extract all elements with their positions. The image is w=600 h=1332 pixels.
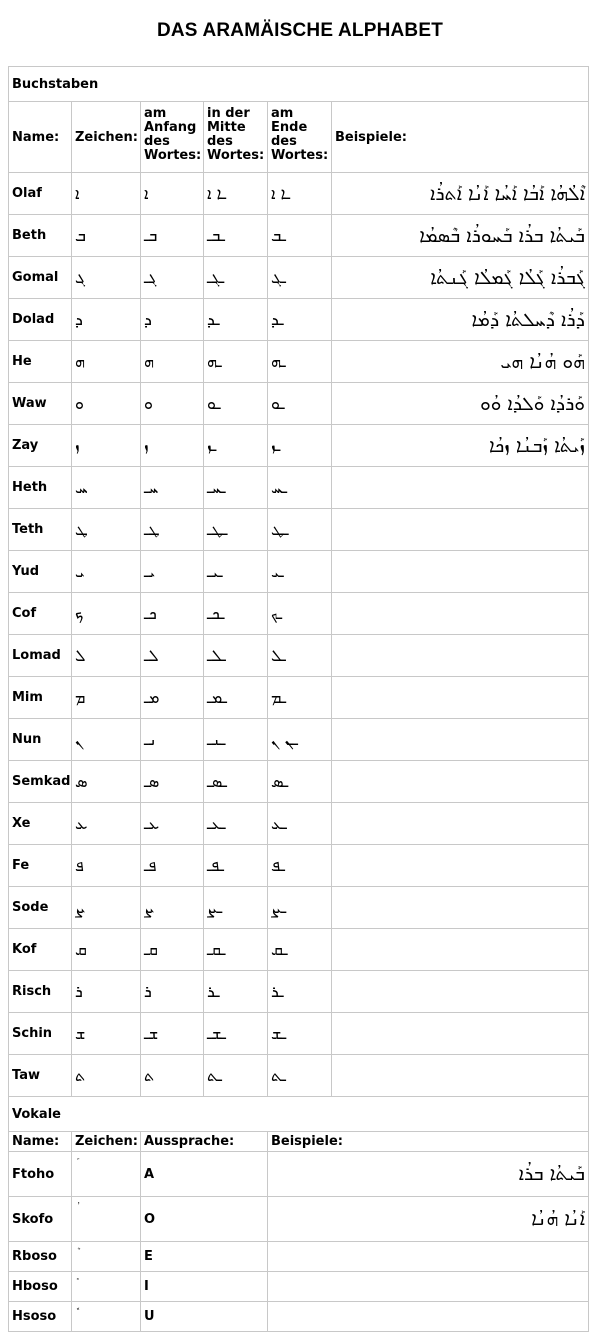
letter-examples (332, 929, 589, 971)
letter-row (9, 845, 589, 887)
letter-start-form: ܩـ (141, 929, 204, 971)
letter-row (9, 719, 589, 761)
letter-name: Risch (9, 971, 72, 1013)
vowel-row (9, 1197, 589, 1242)
vowel-sign (72, 1272, 141, 1302)
vowel-sign (72, 1197, 141, 1242)
letter-middle-form: ـܡـ (204, 677, 268, 719)
letter-row (9, 593, 589, 635)
letter-start-form: ܟـ (141, 593, 204, 635)
letter-examples (332, 761, 589, 803)
vowel-header-sign: Zeichen: (72, 1132, 141, 1152)
letter-name: Teth (9, 509, 72, 551)
letter-start-form: ܫـ (141, 1013, 204, 1055)
letter-end-form: ـܣ (268, 761, 332, 803)
vowel-name: Hboso (9, 1272, 72, 1302)
vowel-pron: U (141, 1302, 268, 1332)
letter-middle-form: ـܝـ (204, 551, 268, 593)
vowel-name: Rboso (9, 1242, 72, 1272)
letter-name: Waw (9, 383, 72, 425)
letter-row (9, 257, 589, 299)
header-start: am Anfang des Wortes: (141, 102, 204, 173)
letter-start-form: ܐ (141, 173, 204, 215)
letter-sign: ܦ (72, 845, 141, 887)
letter-sign: ܡ (72, 677, 141, 719)
letter-sign: ܠ (72, 635, 141, 677)
letter-name: Sode (9, 887, 72, 929)
letter-start-form: ܬ (141, 1055, 204, 1097)
alphabet-table (8, 66, 589, 1332)
vowel-pron: O (141, 1197, 268, 1242)
letter-end-form: ـܗ (268, 341, 332, 383)
letter-row (9, 467, 589, 509)
vowel-name: Ftoho (9, 1152, 72, 1197)
letter-examples (332, 1055, 589, 1097)
letter-sign: ܛ (72, 509, 141, 551)
letter-name: Nun (9, 719, 72, 761)
letter-name: Mim (9, 677, 72, 719)
letter-examples: ܐܶܠܳܗܳܐ ܐܰܒܳܐ ܐܰܚܳܐ ܐܰܢܳܐ ܐܰܬܪܳܐ (332, 173, 589, 215)
letter-examples: ܒܰܝܬܳܐ ܒܪܳܐ ܒܰܚܘܪܳܐ ܒܶܣܡܳܐ (332, 215, 589, 257)
letter-sign: ܫ (72, 1013, 141, 1055)
letter-start-form: ܒـ (141, 215, 204, 257)
letter-end-form: ـܟ (268, 593, 332, 635)
letter-middle-form: ـܦـ (204, 845, 268, 887)
letter-end-form: ـܥ (268, 803, 332, 845)
letter-examples: ܗܰܘ ܗܳܢܳܐ ܗܝ (332, 341, 589, 383)
letter-name: He (9, 341, 72, 383)
vowel-row (9, 1242, 589, 1272)
letter-middle-form: ـܫـ (204, 1013, 268, 1055)
letter-middle-form: ـܚـ (204, 467, 268, 509)
vowels-section-row (9, 1097, 589, 1132)
letter-sign: ܙ (72, 425, 141, 467)
letter-sign: ܪ (72, 971, 141, 1013)
letter-start-form: ܛـ (141, 509, 204, 551)
letter-row (9, 929, 589, 971)
vowel-pron: A (141, 1152, 268, 1197)
vowels-section-label: Vokale (9, 1097, 589, 1132)
letter-start-form: ܘ (141, 383, 204, 425)
letter-sign: ܟ (72, 593, 141, 635)
letter-start-form: ܡـ (141, 677, 204, 719)
letter-row (9, 1013, 589, 1055)
letter-examples (332, 509, 589, 551)
letter-middle-form: ـܗ (204, 341, 268, 383)
letter-sign: ܩ (72, 929, 141, 971)
letter-middle-form: ـܙ (204, 425, 268, 467)
letter-row (9, 383, 589, 425)
letter-examples: ܓܰܒܪܳܐ ܓܰܠܳܐ ܓܰܡܠܳܐ ܓܰܢܬܳܐ (332, 257, 589, 299)
letter-end-form: ـܨ (268, 887, 332, 929)
vowel-row (9, 1152, 589, 1197)
letter-sign: ܥ (72, 803, 141, 845)
vowel-examples (268, 1242, 589, 1272)
letter-row (9, 761, 589, 803)
letter-middle-form: ـܘ (204, 383, 268, 425)
letter-row (9, 1055, 589, 1097)
letter-row (9, 677, 589, 719)
vowels-header-row (9, 1132, 589, 1152)
letter-row (9, 971, 589, 1013)
letter-middle-form: ـܨ (204, 887, 268, 929)
letter-row (9, 425, 589, 467)
letter-name: Semkad (9, 761, 72, 803)
vowel-examples (268, 1272, 589, 1302)
letter-middle-form: ـܕ (204, 299, 268, 341)
letter-name: Olaf (9, 173, 72, 215)
letter-name: Kof (9, 929, 72, 971)
letter-end-form: ـܛ (268, 509, 332, 551)
letter-name: Lomad (9, 635, 72, 677)
letter-examples (332, 467, 589, 509)
vowel-header-examples: Beispiele: (268, 1132, 589, 1152)
letter-name: Fe (9, 845, 72, 887)
letter-start-form: ܢـ (141, 719, 204, 761)
letter-row (9, 551, 589, 593)
letter-end-form: ـܦ (268, 845, 332, 887)
letter-examples (332, 845, 589, 887)
vowel-sign (72, 1302, 141, 1332)
letter-name: Dolad (9, 299, 72, 341)
header-sign: Zeichen: (72, 102, 141, 173)
letter-end-form: ـܩ (268, 929, 332, 971)
letter-start-form: ܥـ (141, 803, 204, 845)
letter-name: Taw (9, 1055, 72, 1097)
vowel-row (9, 1302, 589, 1332)
letter-sign: ܘ (72, 383, 141, 425)
letter-name: Yud (9, 551, 72, 593)
letter-end-form: ـܬ (268, 1055, 332, 1097)
letter-middle-form: ـܢـ (204, 719, 268, 761)
letter-examples (332, 635, 589, 677)
letter-end-form: ـܝ (268, 551, 332, 593)
letter-middle-form: ـܓـ (204, 257, 268, 299)
letter-row (9, 341, 589, 383)
letter-sign: ܢ (72, 719, 141, 761)
vowel-pron: E (141, 1242, 268, 1272)
letter-sign: ܚ (72, 467, 141, 509)
letter-start-form: ܦـ (141, 845, 204, 887)
letter-row (9, 299, 589, 341)
letter-sign: ܗ (72, 341, 141, 383)
letter-examples: ܙܰܝܬܳܐ ܙܰܒܢܳܐ ܙܟܳܐ (332, 425, 589, 467)
letter-examples: ܕܰܪܳܐ ܕܶܚܠܬܳܐ ܕܰܡܳܐ (332, 299, 589, 341)
letter-row (9, 509, 589, 551)
letter-start-form: ܓـ (141, 257, 204, 299)
letter-middle-form: ـܐ ܐ (204, 173, 268, 215)
letter-examples (332, 719, 589, 761)
letter-name: Gomal (9, 257, 72, 299)
letter-end-form: ـܫ (268, 1013, 332, 1055)
vowel-examples (268, 1302, 589, 1332)
vowel-header-pron: Aussprache: (141, 1132, 268, 1152)
letter-start-form: ܝـ (141, 551, 204, 593)
vowel-name: Hsoso (9, 1302, 72, 1332)
letter-start-form: ܕ (141, 299, 204, 341)
letter-name: Cof (9, 593, 72, 635)
letter-name: Zay (9, 425, 72, 467)
letter-row (9, 215, 589, 257)
header-name: Name: (9, 102, 72, 173)
letter-row (9, 803, 589, 845)
letter-examples (332, 971, 589, 1013)
letter-sign: ܒ (72, 215, 141, 257)
letter-end-form: ـܙ (268, 425, 332, 467)
vowel-examples: ܒܰܝܬܳܐ ܒܪܳܐ (268, 1152, 589, 1197)
header-middle: in der Mitte des Wortes: (204, 102, 268, 173)
letter-examples (332, 1013, 589, 1055)
vowel-row (9, 1272, 589, 1302)
letter-sign: ܬ (72, 1055, 141, 1097)
letter-start-form: ܨ (141, 887, 204, 929)
letter-middle-form: ـܠـ (204, 635, 268, 677)
letter-examples (332, 677, 589, 719)
letter-sign: ܐ (72, 173, 141, 215)
letters-header-row (9, 102, 589, 173)
letter-middle-form: ـܩـ (204, 929, 268, 971)
letter-end-form: ـܢ ܢ (268, 719, 332, 761)
letter-end-form: ـܘ (268, 383, 332, 425)
letter-examples: ܘܰܪܕܳܐ ܘܰܠܕܳܐ ܘܳܘ (332, 383, 589, 425)
letter-name: Heth (9, 467, 72, 509)
vowel-name: Skofo (9, 1197, 72, 1242)
header-examples: Beispiele: (332, 102, 589, 173)
letter-examples (332, 803, 589, 845)
vowel-examples: ܐܰܢܳܐ ܗܳܢܳܐ (268, 1197, 589, 1242)
letter-end-form: ـܒ (268, 215, 332, 257)
letter-name: Beth (9, 215, 72, 257)
vowel-sign (72, 1242, 141, 1272)
letter-middle-form: ـܥـ (204, 803, 268, 845)
letter-sign: ܝ (72, 551, 141, 593)
letter-name: Xe (9, 803, 72, 845)
letter-end-form: ـܕ (268, 299, 332, 341)
letter-middle-form: ـܣـ (204, 761, 268, 803)
letter-start-form: ܚـ (141, 467, 204, 509)
letter-end-form: ـܐ ܐ (268, 173, 332, 215)
letter-examples (332, 551, 589, 593)
vowel-pron: I (141, 1272, 268, 1302)
letter-start-form: ܣـ (141, 761, 204, 803)
letter-middle-form: ـܪ (204, 971, 268, 1013)
letter-sign: ܕ (72, 299, 141, 341)
letter-row (9, 887, 589, 929)
letter-end-form: ـܡ (268, 677, 332, 719)
letter-row (9, 173, 589, 215)
letter-start-form: ܙ (141, 425, 204, 467)
page-title: DAS ARAMÄISCHE ALPHABET (156, 20, 444, 41)
letter-middle-form: ـܛـ (204, 509, 268, 551)
letter-end-form: ـܚ (268, 467, 332, 509)
letter-row (9, 635, 589, 677)
letter-examples (332, 593, 589, 635)
letter-start-form: ܗ (141, 341, 204, 383)
letter-middle-form: ـܒـ (204, 215, 268, 257)
vowel-sign (72, 1152, 141, 1197)
letter-sign: ܣ (72, 761, 141, 803)
letter-examples (332, 887, 589, 929)
letter-end-form: ـܓ (268, 257, 332, 299)
letter-middle-form: ـܬ (204, 1055, 268, 1097)
letter-end-form: ـܠ (268, 635, 332, 677)
header-end: am Ende des Wortes: (268, 102, 332, 173)
letter-sign: ܓ (72, 257, 141, 299)
letter-end-form: ـܪ (268, 971, 332, 1013)
letter-start-form: ܪ (141, 971, 204, 1013)
letters-section-label: Buchstaben (9, 67, 589, 102)
letter-start-form: ܠـ (141, 635, 204, 677)
letter-name: Schin (9, 1013, 72, 1055)
letters-section-row (9, 67, 589, 102)
letter-middle-form: ـܟـ (204, 593, 268, 635)
letter-sign: ܨ (72, 887, 141, 929)
vowel-header-name: Name: (9, 1132, 72, 1152)
